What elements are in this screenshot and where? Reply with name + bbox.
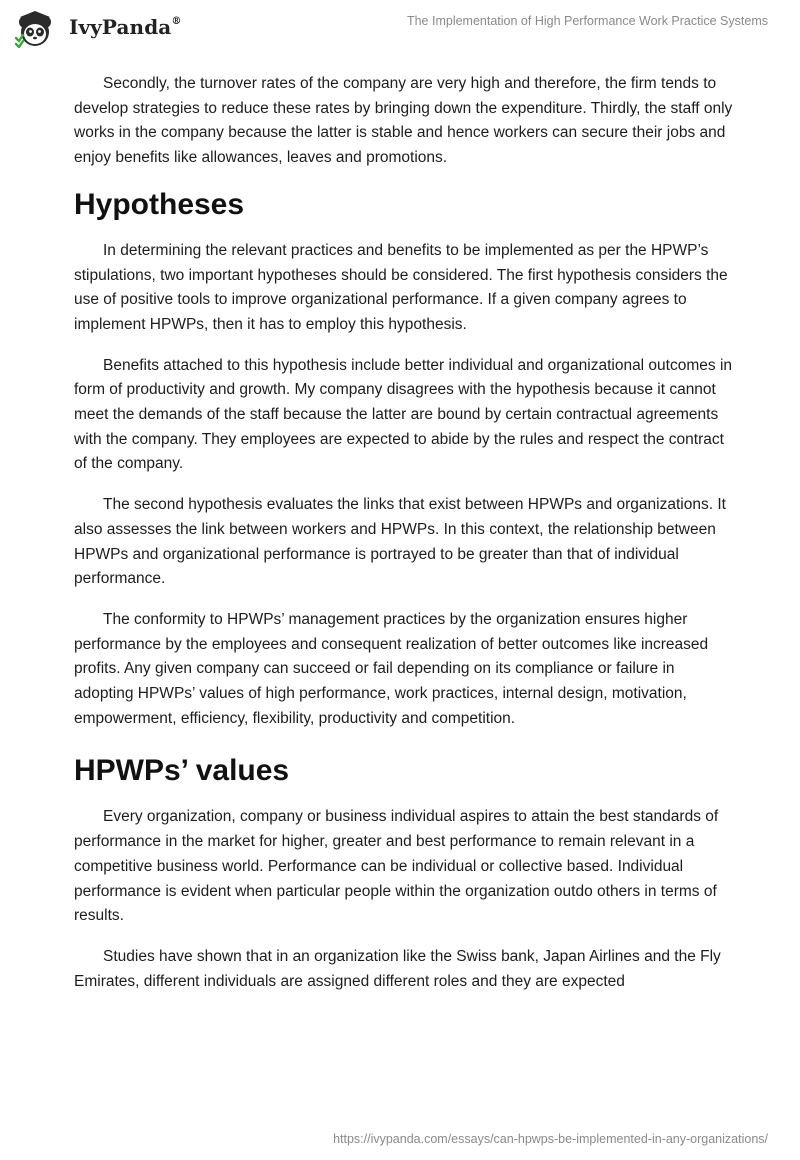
paragraph: The second hypothesis evaluates the links that exist between HPWPs and organizations. It also assesses the link between workers and HPWPs. In this context, the relationship between HPWPs and organizational performance is portrayed to be greater than that of individual performance. bbox=[74, 496, 726, 588]
intro-paragraph: Secondly, the turnover rates of the company are very high and therefore, the firm tends to develop strategies to reduce these rates by bringing down the expenditure. Thirdly, the staff only works in the company because the latter is stable and hence workers can secure their jobs and enjoy benefits like allowances, leaves and promotions. bbox=[74, 75, 733, 167]
section-heading-hypotheses: Hypotheses bbox=[74, 187, 245, 221]
panda-graduate-icon bbox=[12, 8, 64, 48]
brand-name bbox=[69, 15, 181, 39]
page-header bbox=[0, 0, 800, 60]
paragraph: The conformity to HPWPs’ management practices by the organization ensures higher performance by the employees and consequent realization of better outcomes like increased profits. Any given company can succeed or fail depending on its compliance or failure in adopting HPWPs’ values of high performance, work practices, internal design, motivation, empowerment, efficiency, flexibility, productivity and competition. bbox=[74, 610, 709, 727]
document-title: The Implementation of High Performance Work Practice Systems bbox=[406, 14, 768, 28]
essay-body bbox=[74, 72, 734, 994]
brand-logo-link[interactable] bbox=[12, 8, 181, 48]
paragraph: Studies have shown that in an organization like the Swiss bank, Japan Airlines and the Fly Emirates, different individuals are assigned different roles and they are expected bbox=[74, 947, 721, 990]
section-heading-hpwps-values: HPWPs’ values bbox=[74, 754, 290, 788]
brand-name-text: IvyPanda bbox=[69, 15, 172, 39]
paragraph: Every organization, company or business individual aspires to attain the best standards of performance in the market for higher, greater and best performance to remain relevant in a competitive business world. Performance can be individual or collective based. Individual performance is evident when particular people within the organization outdo others in terms of results. bbox=[74, 808, 719, 925]
paragraph: In determining the relevant practices and benefits to be implemented as per the HPWP’s stipulations, two important hypotheses should be considered. The first hypothesis considers the use of positive tools to improve organizational performance. If a given company agrees to implement HPWPs, then it has to employ this hypothesis. bbox=[74, 241, 728, 333]
source-url-link[interactable]: https://ivypanda.com/essays/can-hpwps-be-implemented-in-any-organizations/ bbox=[333, 1132, 768, 1146]
paragraph: Benefits attached to this hypothesis include better individual and organizational outcomes in form of productivity and growth. My company disagrees with the hypothesis because it cannot meet the demands of the staff because the latter are bound by certain contractual agreements with the company. They employees are expected to abide by the rules and respect the contract of the company. bbox=[74, 356, 733, 473]
registered-mark: ® bbox=[171, 16, 182, 28]
